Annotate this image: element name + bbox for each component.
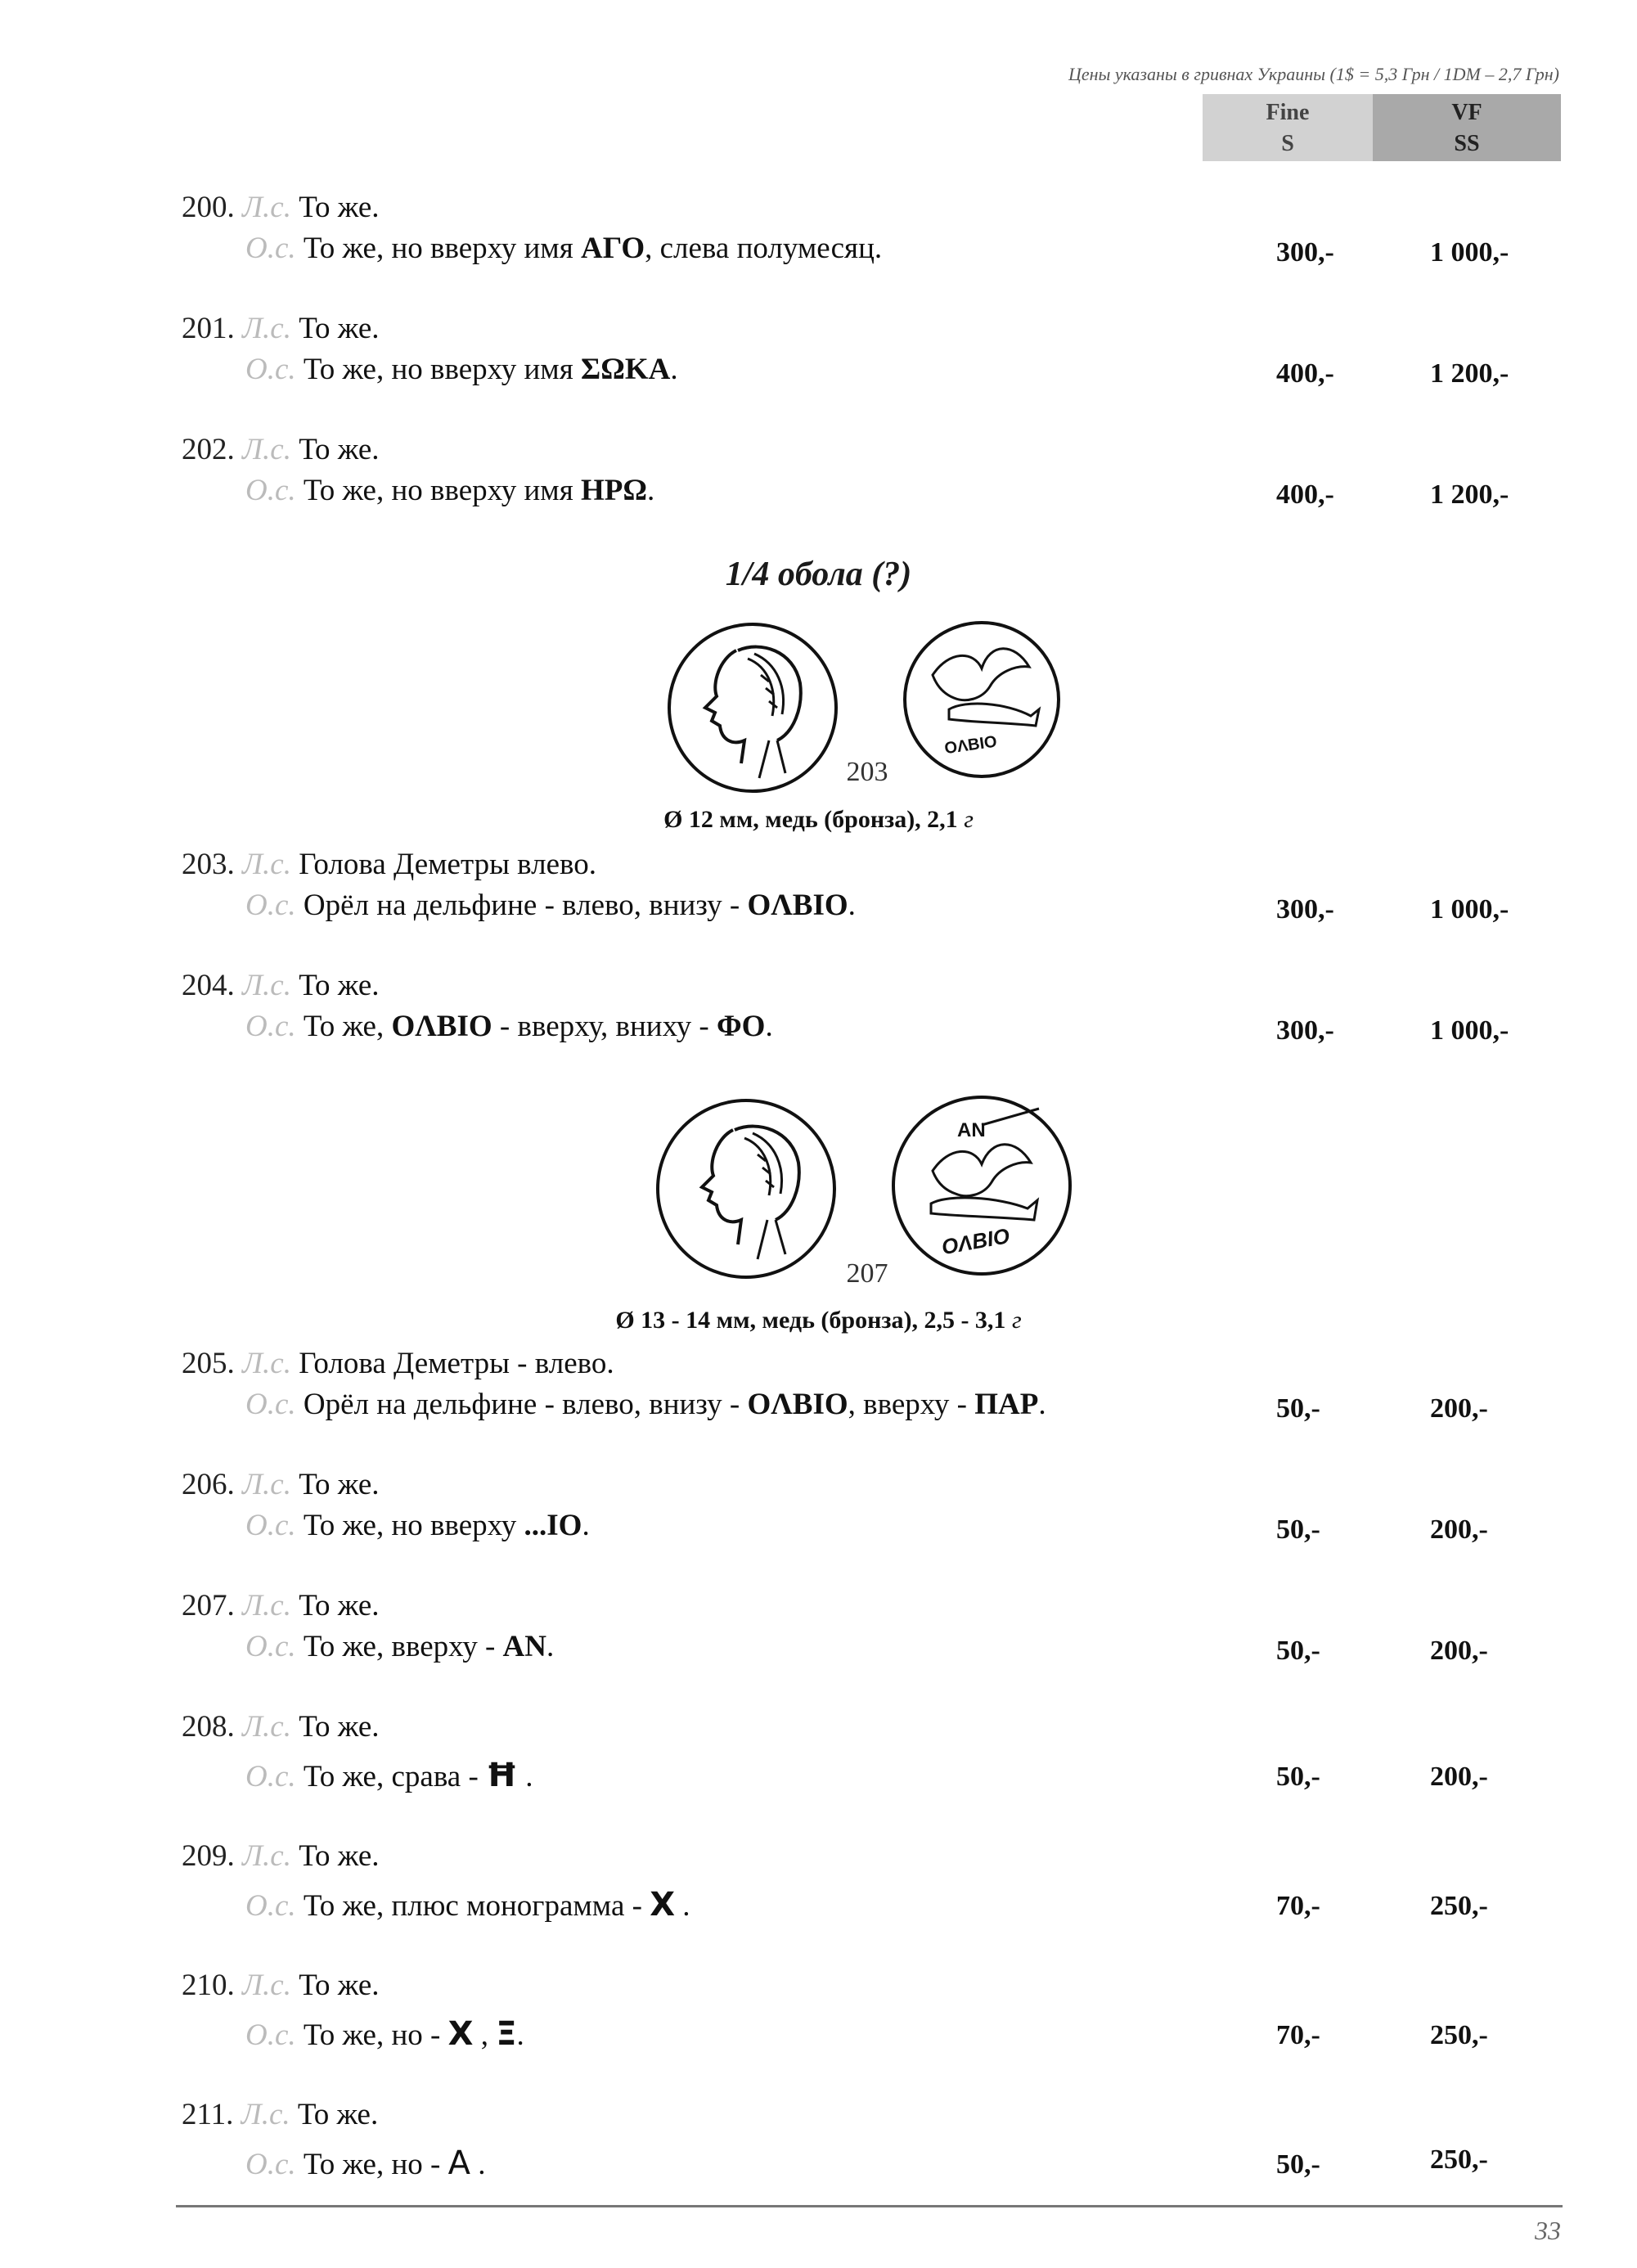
caption-unit: г (964, 806, 974, 833)
obverse-abbr: Л.с. (242, 1589, 291, 1622)
price-note: Цены указаны в гривнах Украины (1$ = 5,3 Грн / 1DM – 2,7 Грн) (1068, 64, 1559, 84)
catalog-entry (0, 1467, 1637, 1565)
catalog-entry (0, 432, 1637, 530)
reverse-line (245, 888, 856, 923)
legend-text: ОΛΒΙΟ (747, 1388, 848, 1421)
reverse-abbr: О.с. (245, 474, 296, 507)
reverse-abbr: О.с. (245, 1889, 296, 1923)
price-vf: 200,- (1430, 1514, 1488, 1545)
price-fine: 300,- (1276, 894, 1334, 925)
reverse-text-mid: , (473, 2018, 497, 2052)
entry-number: 210. (182, 1969, 235, 2002)
grade-fine-label: Fine (1266, 100, 1310, 125)
reverse-text: То же, плюс монограмма - (303, 1889, 650, 1923)
price-fine: 400,- (1276, 479, 1334, 510)
obverse-line (182, 1968, 380, 2003)
coin-obverse-image (669, 624, 836, 791)
footer-rule (176, 2205, 1563, 2207)
price-fine: 50,- (1276, 2149, 1320, 2180)
reverse-line (245, 231, 882, 266)
catalog-entry (0, 2097, 1637, 2195)
obverse-abbr: Л.с. (242, 848, 291, 881)
reverse-abbr: О.с. (245, 232, 296, 265)
obverse-line (182, 432, 380, 467)
reverse-abbr: О.с. (245, 2148, 296, 2181)
reverse-text: То же, но - (303, 2148, 448, 2181)
reverse-text-end: . (1038, 1388, 1046, 1421)
legend-text: ΣΩΚΑ (581, 353, 671, 386)
obverse-abbr: Л.с. (242, 1347, 291, 1380)
price-fine: 50,- (1276, 1636, 1320, 1666)
price-vf: 200,- (1430, 1762, 1488, 1792)
obverse-text: То же. (299, 312, 380, 345)
reverse-line (245, 1387, 1046, 1422)
reverse-line (245, 1886, 690, 1924)
legend-text: АГО (581, 232, 645, 265)
legend-text: ΑΝ (502, 1630, 546, 1663)
caption-text: Ø 13 - 14 мм, медь (бронза), 2,5 - 3,1 (615, 1307, 1012, 1334)
entry-number: 211. (182, 2098, 234, 2131)
price-vf: 200,- (1430, 1636, 1488, 1666)
entry-number: 200. (182, 191, 235, 224)
obverse-text: Голова Деметры - влево. (299, 1347, 614, 1380)
obverse-line (182, 1346, 614, 1381)
monogram-symbol: Α (447, 2144, 470, 2182)
figure-number: 203 (846, 757, 888, 787)
reverse-text: То же, но вверху имя (303, 353, 581, 386)
reverse-line (245, 2015, 524, 2053)
obverse-text: То же. (299, 969, 380, 1002)
obverse-abbr: Л.с. (242, 1468, 291, 1501)
obverse-line (182, 1588, 380, 1623)
reverse-abbr: О.с. (245, 1388, 296, 1421)
coin-legend: ОΛΒΙΟ (939, 1223, 1012, 1260)
legend-text: ...ΙΟ (524, 1509, 582, 1542)
catalog-entry (0, 190, 1637, 288)
obverse-abbr: Л.с. (242, 1839, 291, 1873)
reverse-line (245, 1757, 533, 1794)
reverse-text-end: . (765, 1010, 773, 1043)
monogram-symbol-2: Ξ (496, 2015, 517, 2053)
price-fine: 70,- (1276, 1891, 1320, 1921)
figure-caption (0, 806, 1637, 834)
reverse-text-end: . (546, 1630, 555, 1663)
monogram-symbol: Χ (447, 2015, 474, 2053)
entry-number: 202. (182, 433, 235, 466)
caption-text: Ø 12 мм, медь (бронза), 2,1 (663, 806, 965, 833)
grade-header-vf (1373, 94, 1561, 161)
reverse-abbr: О.с. (245, 353, 296, 386)
obverse-text: То же. (299, 1589, 380, 1622)
price-vf: 1 000,- (1430, 894, 1509, 925)
reverse-text-end: , слева полумесяц. (645, 232, 883, 265)
reverse-text-end: . (516, 2018, 524, 2052)
monogram-symbol: Ħ (486, 1757, 518, 1794)
price-vf: 250,- (1430, 2020, 1488, 2050)
obverse-text: То же. (299, 1969, 380, 2002)
reverse-text-end: . (582, 1509, 590, 1542)
reverse-line (245, 473, 654, 508)
reverse-text: Орёл на дельфине - влево, внизу - (303, 889, 748, 922)
reverse-abbr: О.с. (245, 2018, 296, 2052)
entry-number: 204. (182, 969, 235, 1002)
price-vf: 1 200,- (1430, 358, 1509, 389)
obverse-line (182, 968, 380, 1003)
obverse-abbr: Л.с. (242, 969, 291, 1002)
obverse-abbr: Л.с. (242, 191, 291, 224)
entry-number: 201. (182, 312, 235, 345)
obverse-abbr: Л.с. (242, 312, 291, 345)
catalog-entry (0, 1709, 1637, 1807)
legend-text: ОΛΒΙΟ (747, 889, 848, 922)
obverse-text: То же. (299, 433, 380, 466)
price-fine: 70,- (1276, 2020, 1320, 2050)
grade-ss-label: SS (1454, 131, 1480, 156)
coin-legend: ОΛΒΙΟ (943, 732, 998, 758)
reverse-text: То же, но - (303, 2018, 448, 2052)
reverse-text-mid: - вверху, вниху - (492, 1010, 717, 1043)
catalog-entry (0, 1968, 1637, 2066)
obverse-line (182, 1838, 380, 1874)
reverse-line (245, 1009, 773, 1044)
reverse-abbr: О.с. (245, 1760, 296, 1793)
reverse-text: То же, но вверху (303, 1509, 524, 1542)
legend-text-2: ΦΟ (717, 1010, 766, 1043)
reverse-abbr: О.с. (245, 1010, 296, 1043)
catalog-entry (0, 968, 1637, 1066)
figure-number: 207 (846, 1258, 888, 1289)
obverse-text: То же. (297, 2098, 379, 2131)
entry-number: 209. (182, 1839, 235, 1873)
reverse-line (245, 1508, 590, 1543)
obverse-text: То же. (299, 1468, 380, 1501)
reverse-text: То же, но вверху имя (303, 474, 581, 507)
reverse-text: То же, срава - (303, 1760, 487, 1793)
figure-caption (0, 1307, 1637, 1334)
entry-number: 206. (182, 1468, 235, 1501)
obverse-line (182, 311, 380, 346)
legend-text: ΗΡΩ (581, 474, 648, 507)
reverse-text-end: . (647, 474, 655, 507)
price-fine: 300,- (1276, 237, 1334, 268)
price-fine: 400,- (1276, 358, 1334, 389)
obverse-abbr: Л.с. (241, 2098, 290, 2131)
obverse-text: Голова Деметры влево. (299, 848, 597, 881)
reverse-text-end: . (670, 353, 678, 386)
catalog-entry (0, 1838, 1637, 1937)
caption-unit: г (1011, 1307, 1022, 1334)
price-fine: 300,- (1276, 1015, 1334, 1046)
reverse-text-end: . (518, 1760, 533, 1793)
reverse-text-mid: , вверху - (848, 1388, 975, 1421)
reverse-text-end: . (675, 1889, 690, 1923)
price-fine: 50,- (1276, 1514, 1320, 1545)
reverse-abbr: О.с. (245, 1630, 296, 1663)
price-vf: 200,- (1430, 1393, 1488, 1424)
reverse-text-end: . (470, 2148, 486, 2181)
entry-number: 205. (182, 1347, 235, 1380)
coin-reverse-image (893, 1097, 1070, 1274)
coin-reverse-image (905, 623, 1059, 776)
catalog-entry (0, 1588, 1637, 1686)
grade-header-fine (1203, 94, 1373, 161)
catalog-entry (0, 311, 1637, 409)
price-vf: 1 200,- (1430, 479, 1509, 510)
legend-text: ОΛΒΙΟ (391, 1010, 492, 1043)
price-vf: 1 000,- (1430, 1015, 1509, 1046)
coin-legend-top: ΑΝ (957, 1119, 986, 1141)
catalog-entry (0, 847, 1637, 945)
price-vf: 1 000,- (1430, 237, 1509, 268)
monogram-symbol: Χ (650, 1886, 676, 1924)
catalog-entry (0, 1346, 1637, 1444)
reverse-text: Орёл на дельфине - влево, внизу - (303, 1388, 748, 1421)
price-vf: 250,- (1430, 2144, 1488, 2175)
obverse-abbr: Л.с. (242, 433, 291, 466)
obverse-line (182, 190, 380, 225)
price-fine: 50,- (1276, 1393, 1320, 1424)
section-title: 1/4 обола (?) (725, 556, 912, 593)
grade-s-label: S (1281, 131, 1294, 156)
obverse-text: То же. (299, 1710, 380, 1744)
price-vf: 250,- (1430, 1891, 1488, 1921)
reverse-line (245, 2144, 485, 2182)
reverse-text: То же, (303, 1010, 392, 1043)
legend-text-2: ΠΑΡ (974, 1388, 1039, 1421)
obverse-line (182, 1709, 380, 1744)
coin-obverse-image (658, 1100, 834, 1277)
page-number: 33 (1535, 2216, 1561, 2245)
entry-number: 207. (182, 1589, 235, 1622)
entry-number: 203. (182, 848, 235, 881)
obverse-text: То же. (299, 1839, 380, 1873)
reverse-line (245, 1629, 554, 1664)
reverse-text-end: . (848, 889, 856, 922)
entry-number: 208. (182, 1710, 235, 1744)
obverse-line (182, 1467, 380, 1502)
obverse-abbr: Л.с. (242, 1969, 291, 2002)
grade-vf-label: VF (1451, 100, 1482, 125)
obverse-line (182, 2097, 378, 2132)
reverse-line (245, 352, 678, 387)
reverse-text: То же, но вверху имя (303, 232, 581, 265)
obverse-abbr: Л.с. (242, 1710, 291, 1744)
obverse-text: То же. (299, 191, 380, 224)
reverse-text: То же, вверху - (303, 1630, 503, 1663)
price-fine: 50,- (1276, 1762, 1320, 1792)
reverse-abbr: О.с. (245, 1509, 296, 1542)
reverse-abbr: О.с. (245, 889, 296, 922)
obverse-line (182, 847, 596, 882)
